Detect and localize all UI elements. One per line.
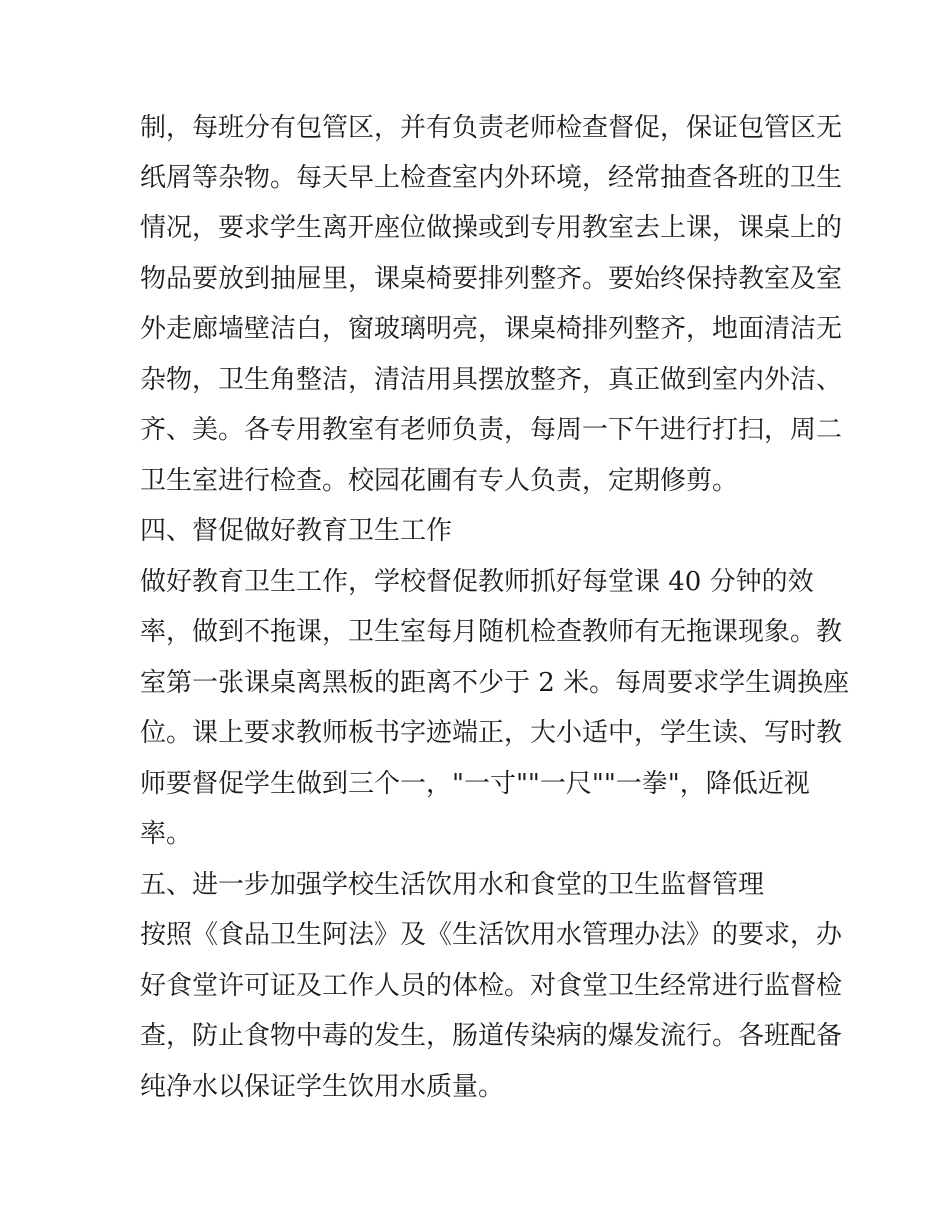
text-line: 做好教育卫生工作，学校督促教师抓好每堂课 40 分钟的效 [140, 567, 814, 597]
text-line: 纸屑等杂物。每天早上检查室内外环境，经常抽查各班的卫生 [140, 163, 843, 193]
text-line: 率，做到不拖课，卫生室每月随机检查教师有无拖课现象。教 [140, 617, 843, 647]
text-line: 室第一张课桌离黑板的距离不少于 2 米。每周要求学生调换座 [140, 668, 850, 698]
text-line: 率。 [140, 819, 193, 849]
text-line: 位。课上要求教师板书字迹端正，大小适中，学生读、写时教 [140, 718, 843, 748]
text-line: 纯净水以保证学生饮用水质量。 [140, 1072, 505, 1102]
section-heading: 五、进一步加强学校生活饮用水和食堂的卫生监督管理 [140, 870, 765, 900]
text-line: 师要督促学生做到三个一，"一寸""一尺""一拳"，降低近视 [140, 769, 810, 799]
text-line: 杂物，卫生角整洁，清洁用具摆放整齐，真正做到室内外洁、 [140, 365, 843, 395]
text-line: 按照《食品卫生阿法》及《生活饮用水管理办法》的要求，办 [140, 920, 843, 950]
text-line: 物品要放到抽屉里，课桌椅要排列整齐。要始终保持教室及室 [140, 264, 843, 294]
text-line: 查，防止食物中毒的发生，肠道传染病的爆发流行。各班配备 [140, 1021, 843, 1051]
text-line: 外走廊墙壁洁白，窗玻璃明亮，课桌椅排列整齐，地面清洁无 [140, 314, 843, 344]
section-heading: 四、督促做好教育卫生工作 [140, 516, 453, 546]
text-line: 齐、美。各专用教室有老师负责，每周一下午进行打扫，周二 [140, 415, 843, 445]
text-line: 制，每班分有包管区，并有负责老师检查督促，保证包管区无 [140, 113, 843, 143]
text-line: 好食堂许可证及工作人员的体检。对食堂卫生经常进行监督检 [140, 971, 843, 1001]
text-line: 卫生室进行检查。校园花圃有专人负责，定期修剪。 [140, 466, 739, 496]
text-line: 情况，要求学生离开座位做操或到专用教室去上课，课桌上的 [140, 213, 843, 243]
